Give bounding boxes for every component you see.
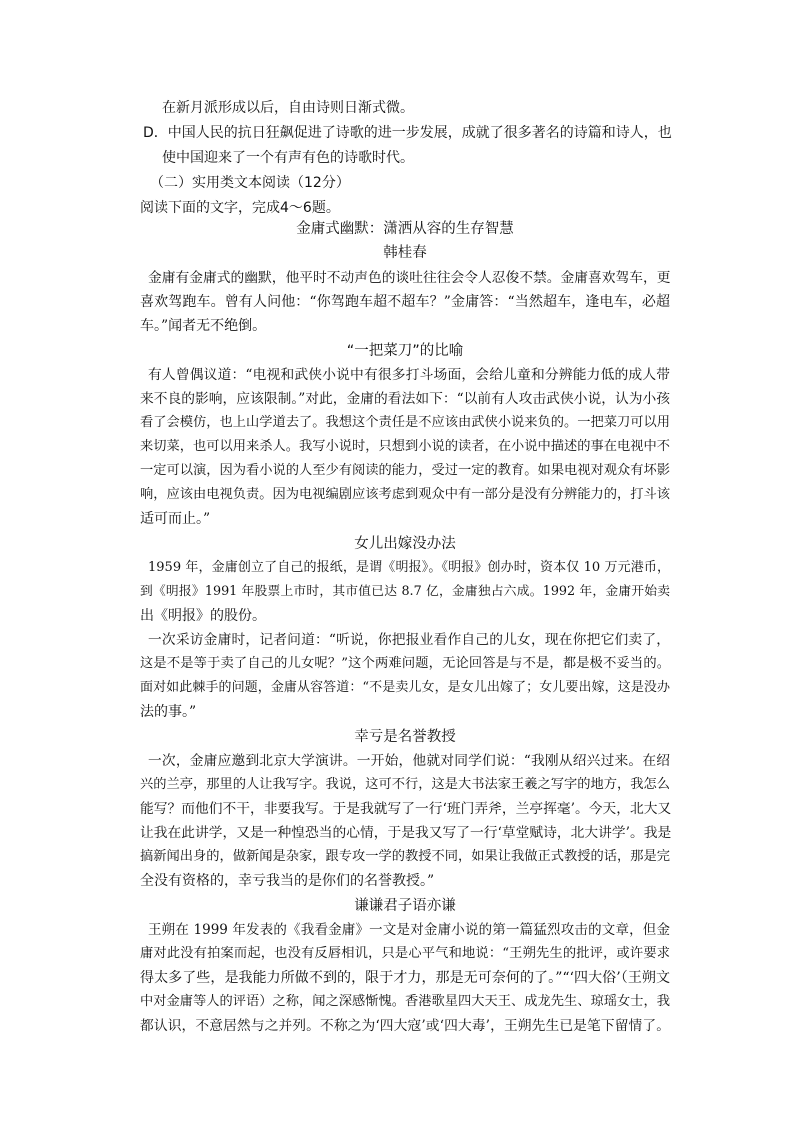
subheading-daughter: 女儿出嫁没办法	[354, 536, 456, 552]
paragraph-line: 金庸有金庸式的幽默，他平时不动声色的谈吐往往会令人忍俊不禁。金庸喜欢驾车，更	[148, 270, 671, 286]
instruction: 阅读下面的文字，完成4～6题。	[140, 200, 340, 216]
paragraph-line: 到《明报》1991 年股票上市时，其市值已达 8.7 亿，金庸独占六成。1992 年，金庸开始卖	[140, 584, 670, 599]
article-author: 韩桂春	[383, 245, 427, 261]
paragraph-line: 都认识，不意居然与之并列。不称之为‘四大寇’或‘四大毒’，王朔先生已是笔下留情了。	[140, 1018, 670, 1034]
paragraph-line: 来不良的影响，应该限制。”对此，金庸的看法如下：“以前有人攻击武侠小说，认为小孩	[140, 391, 670, 407]
subheading-knife: “一把菜刀”的比喻	[346, 343, 464, 359]
paragraph-line: 庸对此没有拍案而起，也没有反唇相讥，只是心平气和地说：“王朔先生的批评，或许要求	[140, 946, 670, 961]
paragraph-line: 看了会模仿，也上山学道去了。我想这个责任是不应该由武侠小说来负的。一把菜刀可以用	[140, 415, 671, 430]
paragraph-line: 能写？而他们不干，非要我写。于是我就写了一行‘班门弄斧，兰亭挥毫’。今天，北大又	[140, 801, 672, 817]
paragraph-line: 有人曾偶议道：“电视和武侠小说中有很多打斗场面，会给儿童和分辨能力低的成人带	[148, 367, 670, 383]
paragraph-line: 来切菜，也可以用来杀人。我写小说时，只想到小说的读者，在小说中描述的事在电视中不	[140, 439, 671, 454]
paragraph-line: 兴的兰亭，那里的人让我写字。我说，这可不行，这是大书法家王羲之写字的地方，我怎么	[140, 777, 671, 792]
paragraph-line: 搞新闻出身的，做新闻是杂家，跟专攻一学的教授不同，如果让我做正式教授的话，那是完	[140, 849, 671, 864]
paragraph-line: 得太多了些，是我能力所做不到的，限于才力，那是无可奈何的了。”“‘四大俗’（王朔文	[140, 970, 670, 986]
option-c-continuation: 在新月派形成以后，自由诗则日渐式微。	[162, 100, 414, 116]
paragraph-line: 一定可以演，因为看小说的人至少有阅读的能力，受过一定的教育。如果电视对观众有坏影	[140, 463, 671, 478]
option-d-continuation: 使中国迎来了一个有声有色的诗歌时代。	[162, 150, 414, 166]
paragraph-line: 王朔在 1999 年发表的《我看金庸》一文是对金庸小说的第一篇猛烈攻击的文章，但金	[148, 922, 670, 938]
paragraph-line: 让我在此讲学，又是一种惶恐当的心情，于是我又写了一行‘草堂赋诗，北大讲学’。我是	[140, 825, 672, 841]
paragraph-line: 出《明报》的股份。	[140, 608, 266, 624]
paragraph-line: 一次采访金庸时，记者问道：“听说，你把报业看作自己的儿女，现在你把它们卖了，	[148, 632, 670, 648]
paragraph-line: 车。”闻者无不绝倒。	[140, 318, 267, 334]
paragraph-line: 面对如此棘手的问题，金庸从容答道：“不是卖儿女，是女儿出嫁了；女儿要出嫁，这是没办	[140, 680, 670, 695]
paragraph-line: 一次，金庸应邀到北京大学演讲。一开始，他就对同学们说：“我刚从绍兴过来。在绍	[148, 753, 670, 769]
option-d: D．中国人民的抗日狂飙促进了诗歌的进一步发展，成就了很多著名的诗篇和诗人，也	[143, 125, 672, 141]
subheading-modest: 谦谦君子语亦谦	[354, 898, 456, 914]
section-heading: （二）实用类文本阅读（12分）	[150, 175, 350, 191]
paragraph-line: 全没有资格的，幸亏我当的是你们的名誉教授。”	[140, 873, 435, 889]
article-title: 金庸式幽默：潇洒从容的生存智慧	[296, 221, 514, 237]
paragraph-line: 响，应该由电视负责。因为电视编剧应该考虑到观众中有一部分是没有分辨能力的，打斗该	[140, 487, 671, 502]
paragraph-line: 1959 年，金庸创立了自己的报纸，是谓《明报》。《明报》创办时，资本仅 10 万元港币，	[148, 560, 670, 575]
subheading-professor: 幸亏是名誉教授	[354, 729, 456, 745]
paragraph-line: 中对金庸等人的评语）之称，闻之深感惭愧。香港歌星四大天王、成龙先生、琼瑶女士，我	[140, 994, 671, 1009]
paragraph-line: 适可而止。”	[140, 511, 211, 527]
paragraph-line: 喜欢驾跑车。曾有人问他：“你驾跑车超不超车？”金庸答：“当然超车，逢电车，必超	[140, 294, 670, 310]
paragraph-line: 法的事。”	[140, 704, 197, 720]
paragraph-line: 这是不是等于卖了自己的儿女呢？”这个两难问题，无论回答是与不是，都是极不妥当的。	[140, 656, 670, 671]
